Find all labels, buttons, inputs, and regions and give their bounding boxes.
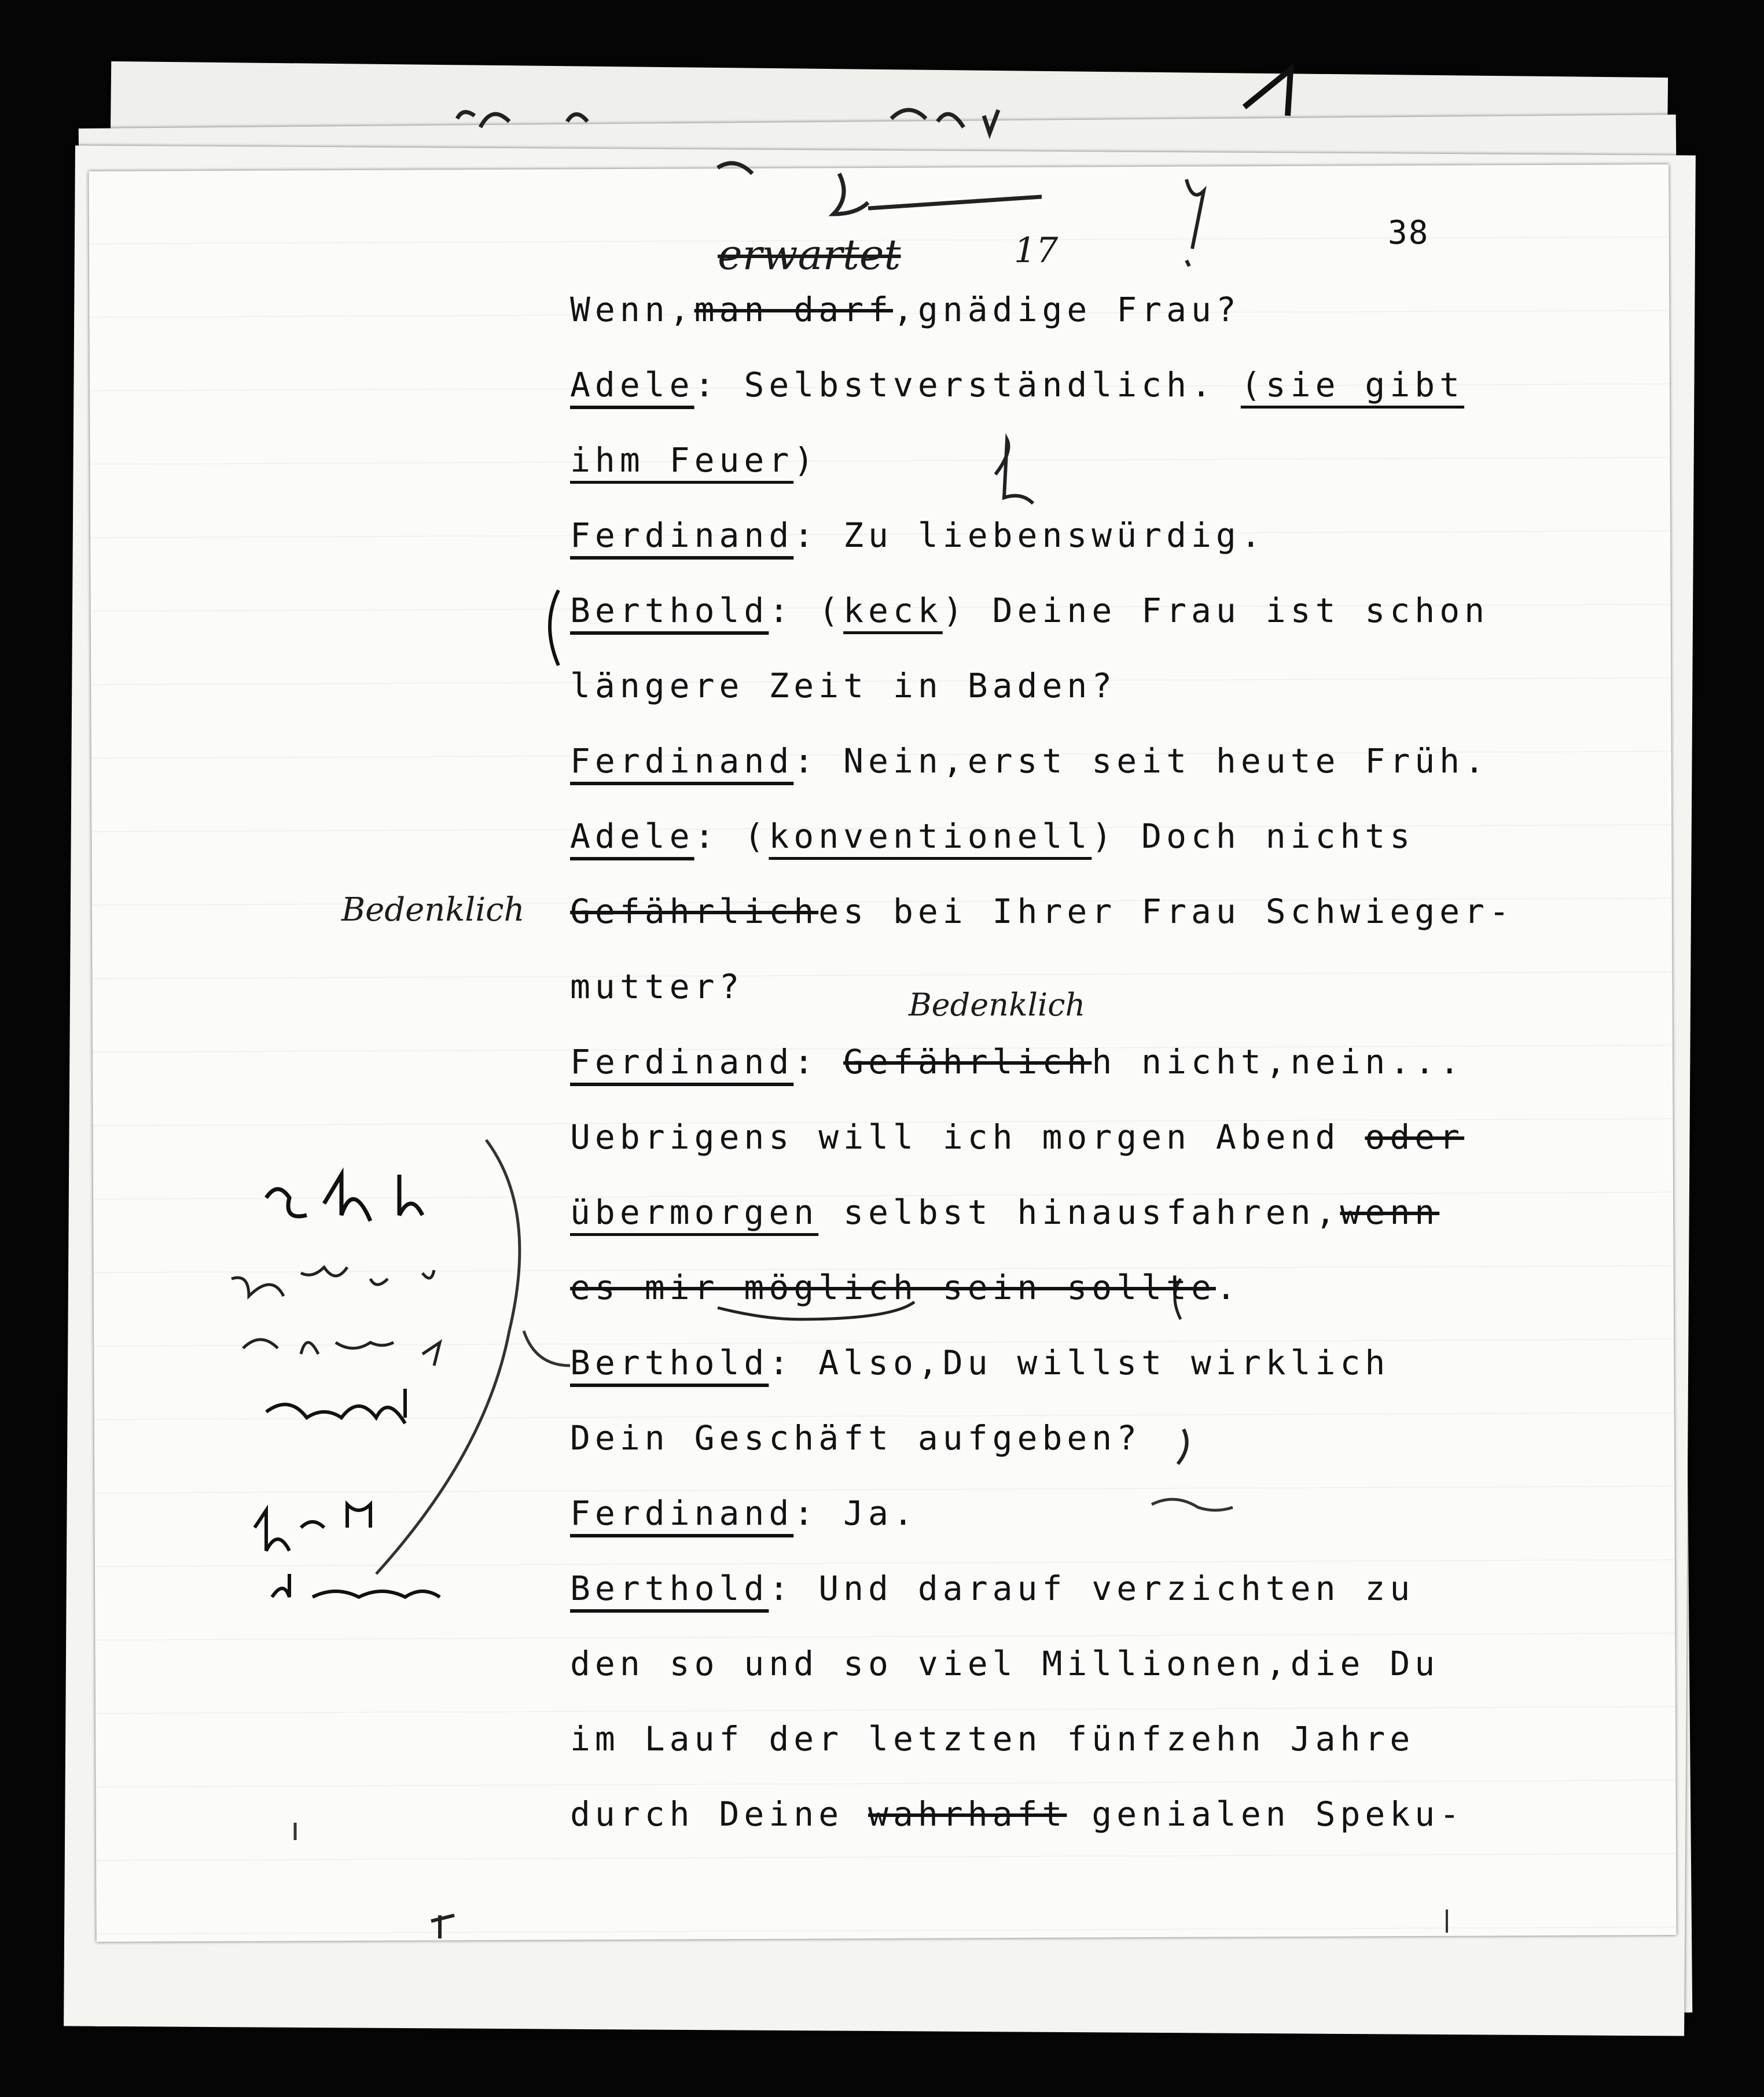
script-line: Berthold: Und darauf verzichten zu [570,1569,1415,1608]
script-line: Ferdinand: Zu liebenswürdig. [570,516,1266,555]
script-line: Ferdinand: Gefährlichh nicht,nein... [570,1042,1465,1081]
script-line: Berthold: (keck) Deine Frau ist schon [570,591,1490,630]
script-line: im Lauf der letzten fünfzehn Jahre [570,1719,1415,1758]
script-line: mutter? [570,967,744,1006]
script-line: Uebrigens will ich morgen Abend oder [570,1117,1465,1157]
script-line: Ferdinand: Ja. [570,1493,918,1533]
script-line: längere Zeit in Baden? [570,666,1117,705]
script-line: übermorgen selbst hinausfahren,wenn [570,1193,1440,1232]
speaker-name: Berthold [570,1343,769,1382]
script-line: Dein Geschäft aufgeben? [570,1418,1142,1458]
script-line: Wenn,man darf,gnädige Frau? [570,290,1241,329]
speaker-name: Ferdinand [570,741,794,781]
script-line: ihm Feuer) [570,440,819,480]
crossed-word: erwartet [718,230,901,279]
speaker-name: Adele [570,365,694,404]
script-line: durch Deine wahrhaft genialen Speku- [570,1794,1465,1834]
speaker-name: Ferdinand [570,516,794,555]
speaker-name: Ferdinand [570,1493,794,1533]
script-line: den so und so viel Millionen,die Du [570,1644,1440,1683]
script-line: es mir möglich sein sollte. [570,1268,1241,1307]
stage-direction: keck [843,591,943,630]
stage-direction: (sie gibt [1240,365,1465,404]
script-text [570,272,1612,1852]
stage-direction: ihm Feuer [570,440,794,480]
script-line: Berthold: Also,Du willst wirklich [570,1343,1390,1382]
number-annotation: 17 [1014,230,1059,271]
script-line: Adele: Selbstverständlich. (sie gibt [570,365,1465,404]
script-line: Ferdinand: Nein,erst seit heute Früh. [570,741,1490,781]
stage-direction: konventionell [769,816,1092,856]
speaker-name: Adele [570,816,694,856]
speaker-name: Berthold [570,1569,769,1608]
margin-note-bedenklich: Bedenklich [341,891,525,929]
speaker-name: Berthold [570,591,769,630]
page-number: 38 [1388,214,1429,252]
speaker-name: Ferdinand [570,1042,794,1081]
margin-note-bedenklich-above: Bedenklich [909,987,1086,1023]
script-line: Gefährliches bei Ihrer Frau Schwieger- [570,892,1514,931]
script-line: Adele: (konventionell) Doch nichts [570,816,1415,856]
